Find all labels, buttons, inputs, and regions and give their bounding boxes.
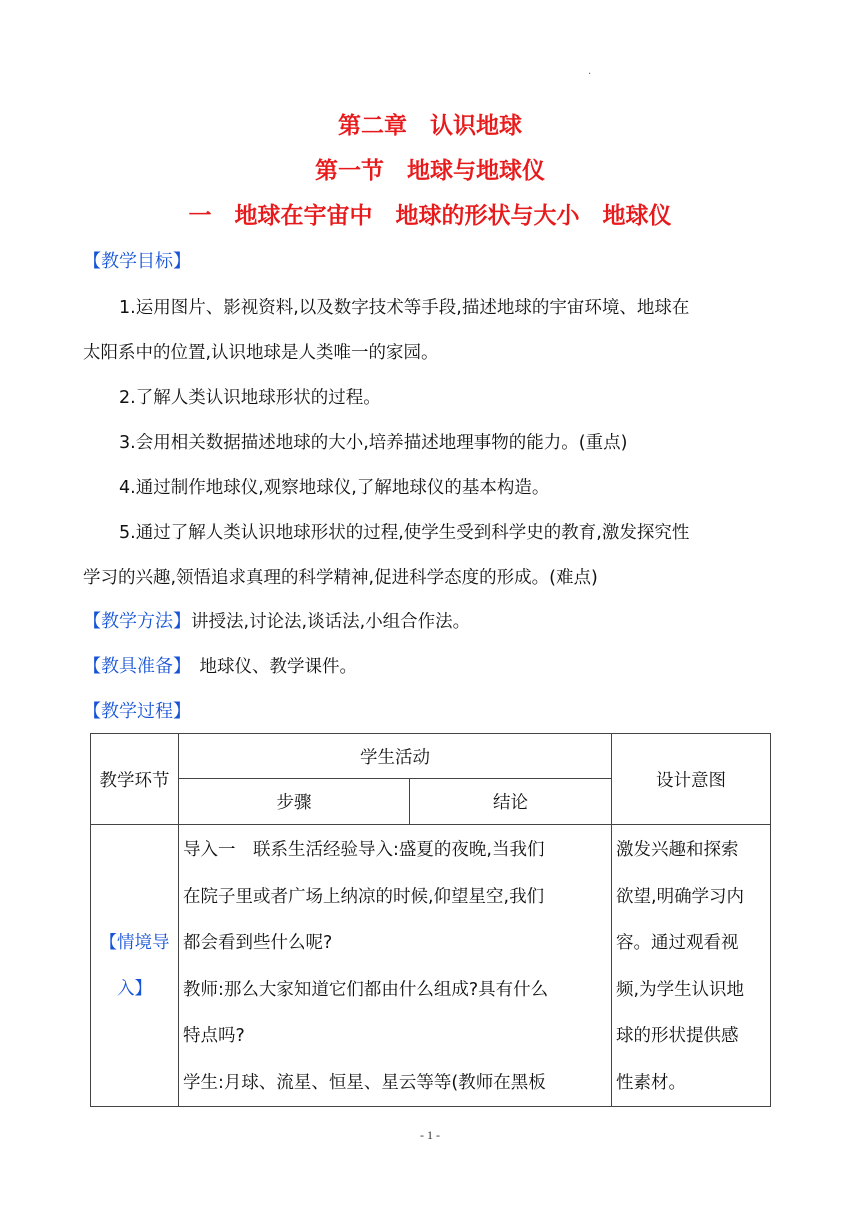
methods-text: 讲授法,讨论法,谈话法,小组合作法。: [191, 612, 471, 632]
objectives-heading: 【教学目标】: [83, 251, 191, 272]
intent-cell: [612, 825, 771, 1107]
methods-line: [83, 608, 470, 636]
process-heading: 【教学过程】: [83, 701, 191, 722]
header-mark: .: [588, 66, 592, 77]
intent-line: 容。通过观看视: [616, 933, 739, 953]
header-steps: 步骤: [179, 779, 410, 825]
intent-line: 频,为学生认识地: [616, 979, 745, 1000]
step-line: 都会看到些什么呢?: [183, 933, 333, 953]
objective-1-line2: 太阳系中的位置,认识地球是人类唯一的家园。: [83, 343, 439, 363]
intent-line: 性素材。: [616, 1072, 686, 1093]
intent-line: 欲望,明确学习内: [616, 886, 745, 907]
objective-5-line2: 学习的兴趣,领悟追求真理的科学精神,促进科学态度的形成。(难点): [83, 568, 598, 588]
tools-line: [83, 653, 357, 681]
intent-line: 激发兴趣和探索: [616, 840, 739, 860]
step-line: 学生:月球、流星、恒星、星云等等(教师在黑板: [183, 1072, 546, 1093]
objective-2-line1: 2.了解人类认识地球形状的过程。: [119, 388, 381, 408]
env-cell: [91, 825, 179, 1107]
objective-5-line1: 5.通过了解人类认识地球形状的过程,使学生受到科学史的教育,激发探究性: [119, 523, 690, 543]
step-line: 教师:那么大家知道它们都由什么组成?具有什么: [183, 979, 549, 1000]
objective-4-line1: 4.通过制作地球仪,观察地球仪,了解地球仪的基本构造。: [119, 478, 550, 498]
objective-item-3: [83, 429, 783, 457]
tools-text: 地球仪、教学课件。: [182, 657, 357, 677]
objective-item-4: [83, 474, 783, 502]
methods-heading: 【教学方法】: [83, 611, 191, 632]
objective-item-5: [83, 519, 783, 592]
teaching-process-table: [90, 733, 771, 1107]
step-line: 导入一 联系生活经验导入:盛夏的夜晚,当我们: [183, 840, 545, 860]
header-env: 教学环节: [91, 734, 179, 825]
env-label-line2: 入】: [117, 978, 152, 999]
env-label-line1: 【情境导: [99, 932, 170, 953]
intent-line: 球的形状提供感: [616, 1026, 739, 1046]
header-intent: 设计意图: [612, 734, 771, 825]
section-title: 第一节 地球与地球仪: [315, 158, 545, 184]
steps-cell: [179, 825, 612, 1107]
page-number: - 1 -: [420, 1128, 440, 1142]
objective-3-line1: 3.会用相关数据描述地球的大小,培养描述地理事物的能力。(重点): [119, 433, 628, 453]
objective-1-line1: 1.运用图片、影视资料,以及数字技术等手段,描述地球的宇宙环境、地球在: [119, 298, 690, 318]
chapter-title: 第二章 认识地球: [338, 113, 522, 139]
objective-item-1: [83, 294, 783, 367]
objective-item-2: [83, 384, 783, 412]
tools-heading: 【教具准备】: [83, 656, 182, 677]
header-conclusion: 结论: [410, 779, 612, 825]
table-row: [91, 825, 771, 1107]
header-activity: 学生活动: [179, 734, 612, 779]
lesson-title: 一 地球在宇宙中 地球的形状与大小 地球仪: [188, 203, 672, 229]
step-line: 特点吗?: [183, 1026, 245, 1046]
step-line: 在院子里或者广场上纳凉的时候,仰望星空,我们: [183, 886, 545, 907]
